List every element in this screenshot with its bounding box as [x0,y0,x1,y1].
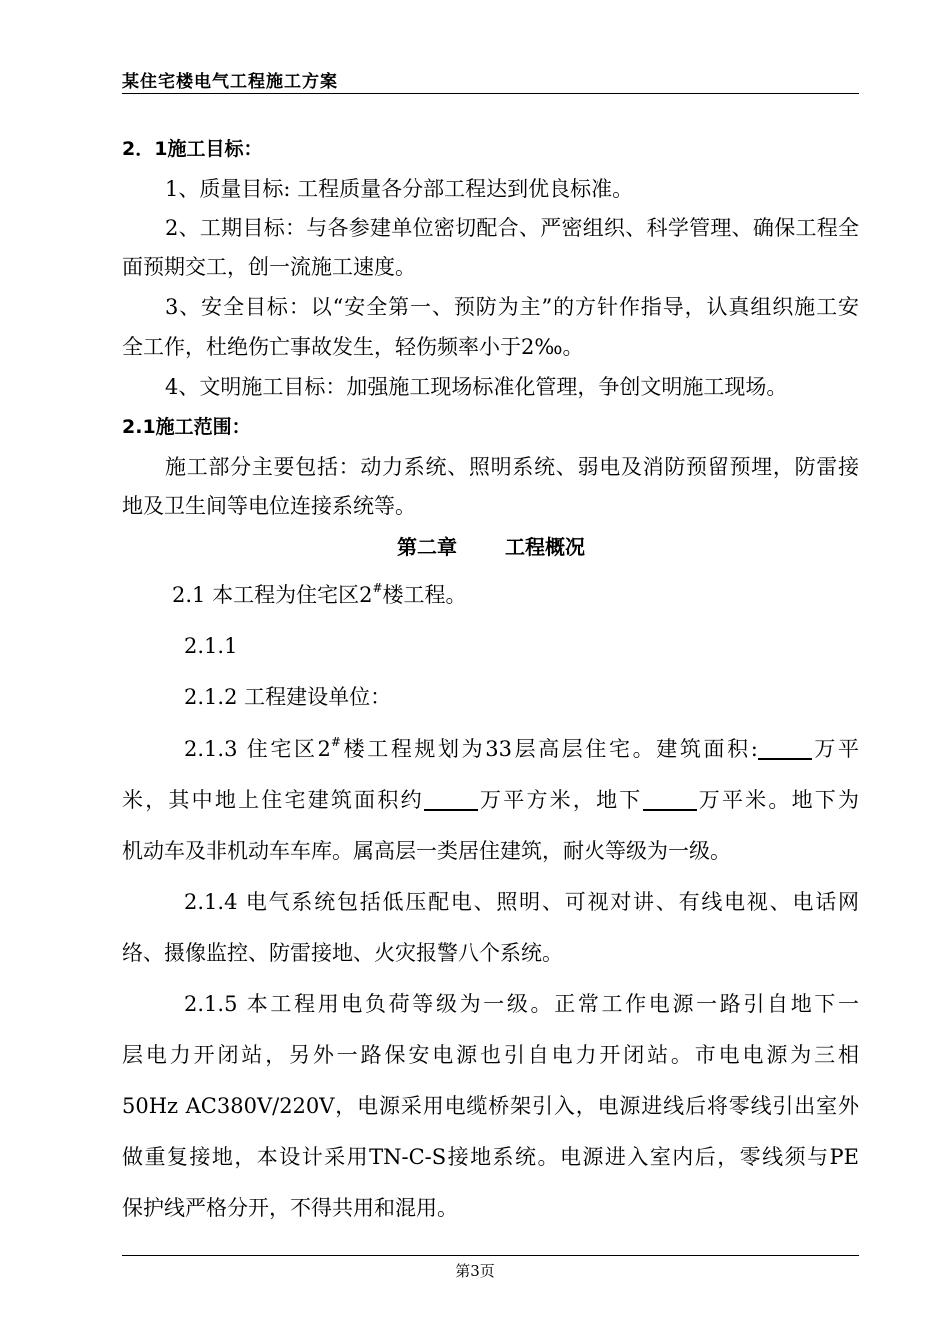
goal-safety-line2: 全工作，杜绝伤亡事故发生，轻伤频率小于2‰。 [122,335,584,359]
section-scope-heading: 2.1施工范围： [122,416,251,438]
overview-p6-line3: 50Hz AC380V/220V，电源采用电缆桥架引入，电源进线后将零线引出室外 [122,1094,859,1118]
overview-p4-text: 2.1.3 住宅区2 [184,737,331,761]
overview-p4-text-end: 万平 [811,737,860,761]
overview-p4-sup: # [330,735,341,749]
chapter-title: 工程概况 [505,535,585,559]
overview-p3: 2.1.2 工程建设单位： [184,685,392,709]
overview-p1-sup: # [372,581,383,595]
area-blank-3 [643,789,697,811]
overview-p6-line2: 层电力开闭站，另外一路保安电源也引自电力开闭站。市电电源为三相 [122,1043,859,1067]
overview-p5-line2: 络、摄像监控、防雷接地、火灾报警八个系统。 [122,941,563,965]
footer-rule [122,1255,859,1256]
overview-p6-line1: 2.1.5 本工程用电负荷等级为一级。正常工作电源一路引自地下一 [184,992,859,1016]
overview-p4-l2-a: 米，其中地上住宅建筑面积约 [122,788,424,812]
overview-p5-line1: 2.1.4 电气系统包括低压配电、照明、可视对讲、有线电视、电话网 [184,890,859,914]
area-blank-1 [758,738,812,760]
overview-p4-line2 [122,786,859,814]
overview-p1-text: 2.1 本工程为住宅区2 [172,583,373,607]
overview-p4-text-mid: 楼工程规划为33层高层住宅。建筑面积: [340,737,758,761]
header-rule [122,93,859,94]
goal-quality: 1、质量目标: 工程质量各分部工程达到优良标准。 [165,177,634,201]
goal-safety-line1: 3、安全目标：以“安全第一、预防为主”的方针作指导，认真组织施工安 [165,295,859,319]
section-goals-heading: 2．1施工目标： [122,138,263,160]
goal-schedule-line1: 2、工期目标：与各参建单位密切配合、严密组织、科学管理、确保工程全 [165,216,859,240]
overview-p6-line5: 保护线严格分开，不得共用和混用。 [122,1196,458,1220]
overview-p4-l2-b: 万平方米，地下 [477,788,643,812]
scope-line2: 地及卫生间等电位连接系统等。 [122,494,416,518]
document-header-title: 某住宅楼电气工程施工方案 [122,72,338,92]
goal-civilized: 4、文明施工目标：加强施工现场标准化管理，争创文明施工现场。 [165,375,788,399]
overview-p4-line3: 机动车及非机动车车库。属高层一类居住建筑，耐火等级为一级。 [122,839,731,863]
overview-p1-text-end: 楼工程。 [382,583,467,607]
scope-line1: 施工部分主要包括：动力系统、照明系统、弱电及消防预留预埋，防雷接 [165,455,859,479]
page-number: 第3页 [455,1262,495,1280]
overview-p4-line1 [184,735,859,763]
overview-p2: 2.1.1 [184,634,238,658]
overview-p1 [172,581,467,609]
overview-p6-line4: 做重复接地，本设计采用TN-C-S接地系统。电源进入室内后，零线须与PE [122,1145,859,1169]
goal-schedule-line2: 面预期交工，创一流施工速度。 [122,255,416,279]
chapter-heading [397,533,585,561]
chapter-number: 第二章 [397,535,457,559]
overview-p4-l2-c: 万平米。地下为 [696,788,860,812]
area-blank-2 [424,789,478,811]
